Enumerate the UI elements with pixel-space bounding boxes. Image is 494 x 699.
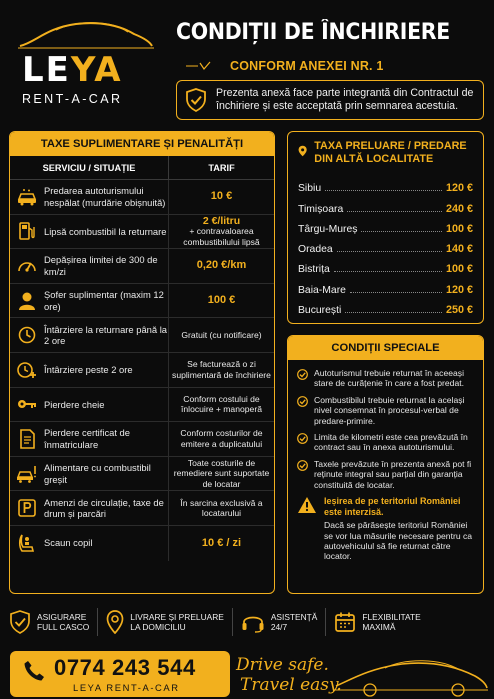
warning-text: Dacă se părăsește teritoriul României se vor lua măsurile necesare pentru ca autovehiculul să fie returnat către locator. <box>324 520 473 562</box>
check-circle-icon <box>297 460 308 471</box>
page-title: CONDIȚII DE ÎNCHIRIERE <box>176 20 450 45</box>
condition-text: Taxele prevăzute în prezenta anexă pot fi reținute integral sau parțial din garanția constituită de locatar. <box>314 458 472 490</box>
dot-leader <box>345 312 442 313</box>
headset-icon <box>241 611 265 633</box>
fee-price: Conform costurilor de emitere a duplicatului <box>180 428 263 449</box>
slogan-line-2: Travel easy. <box>240 675 342 695</box>
condition-text: Combustibilul trebuie returnat la același nivel consemnat în procesul-verbal de predare-primire. <box>314 394 465 426</box>
city-name: Târgu-Mureș <box>298 223 358 235</box>
city-name: Sibiu <box>298 183 322 195</box>
city-price: 250 € <box>445 304 473 317</box>
wrong-fuel-icon <box>16 465 38 483</box>
check-circle-icon <box>297 396 308 407</box>
table-row <box>10 249 274 284</box>
feature-item <box>334 611 420 633</box>
special-conditions-panel <box>287 335 484 594</box>
table-row <box>10 180 274 215</box>
table-row <box>10 215 274 250</box>
logo-tagline: RENT-A-CAR <box>22 92 123 106</box>
city-price: 120 € <box>445 283 473 296</box>
fee-label: Amenzi de circulație, taxe de drum și parcări <box>44 491 169 525</box>
notice-text: Prezenta anexă face parte integrantă din Contractul de închiriere și este acceptată prin semnarea acestuia. <box>216 87 474 112</box>
list-item <box>298 275 473 295</box>
shield-check-icon <box>9 610 31 634</box>
check-circle-icon <box>297 433 308 444</box>
fee-price-extra: + contravaloarea combustibilului lipsă <box>183 226 260 247</box>
transfer-title: TAXA PRELUARE / PREDARE DIN ALTĂ LOCALITATE <box>314 140 467 165</box>
city-name: Baia-Mare <box>298 284 346 296</box>
fee-price: Toate costurile de remediere sunt suportate de locatar <box>173 457 270 489</box>
brand-logo <box>10 12 160 107</box>
feature-line1: ASIGURARE <box>37 611 87 622</box>
city-name: Oradea <box>298 244 333 256</box>
clock-plus-icon <box>17 361 37 379</box>
phone-brand: LEYA RENT-A-CAR <box>73 682 180 693</box>
dot-leader <box>334 271 442 272</box>
fees-title: TAXE SUPLIMENTARE ȘI PENALITĂȚI <box>10 132 274 156</box>
dot-leader <box>347 211 442 212</box>
location-pin-icon <box>298 141 307 161</box>
dot-leader <box>337 251 442 252</box>
fee-label: Depășirea limitei de 300 de km/zi <box>44 249 169 283</box>
city-name: Bistrița <box>298 264 330 276</box>
table-row <box>10 526 274 561</box>
signature-deco-icon <box>186 60 220 72</box>
feature-line2: LA DOMICILIU <box>130 622 186 632</box>
table-row <box>10 491 274 526</box>
fee-price: 100 € <box>207 294 236 307</box>
parking-icon <box>18 499 36 517</box>
fee-label: Întârziere la returnare până la 2 ore <box>44 318 169 352</box>
table-row <box>10 318 274 353</box>
subtitle-row <box>186 57 384 75</box>
city-price: 140 € <box>445 243 473 256</box>
city-name: Timișoara <box>298 203 344 215</box>
table-row <box>10 353 274 388</box>
fee-label: Pierdere certificat de înmatriculare <box>44 422 169 456</box>
list-item <box>298 174 473 194</box>
feature-item <box>9 610 89 634</box>
list-item <box>298 296 473 316</box>
shield-check-icon <box>185 88 207 112</box>
list-item <box>298 235 473 255</box>
feature-line1: ASISTENȚĂ <box>270 611 318 622</box>
fee-price: 0,20 €/km <box>196 259 247 272</box>
warning-box <box>297 496 476 562</box>
city-price: 120 € <box>445 182 473 195</box>
speedometer-icon <box>17 257 37 275</box>
table-row <box>10 388 274 423</box>
city-name: București <box>298 305 342 317</box>
feature-item <box>241 611 318 633</box>
fee-price: Se facturează o zi suplimentară de închiriere <box>172 359 271 380</box>
notice-box <box>176 80 484 120</box>
page-subtitle: CONFORM ANEXEI NR. 1 <box>230 59 384 73</box>
dot-leader <box>361 231 441 232</box>
fee-price <box>169 216 274 248</box>
fuel-pump-icon <box>18 221 36 241</box>
fee-price: 10 € / zi <box>201 536 242 549</box>
feature-line2: MAXIMĂ <box>362 622 396 632</box>
feature-line1: LIVRARE ȘI PRELUARE <box>130 611 224 622</box>
calendar-icon <box>334 611 356 633</box>
phone-icon <box>22 659 46 683</box>
transfer-panel <box>287 131 484 324</box>
list-item <box>297 432 476 453</box>
special-list <box>288 360 483 562</box>
key-icon <box>17 397 37 411</box>
list-item <box>298 255 473 275</box>
location-pin-icon <box>106 610 124 634</box>
fee-label: Șofer suplimentar (maxim 12 ore) <box>44 284 169 318</box>
clock-icon <box>18 326 36 344</box>
list-item <box>298 194 473 214</box>
fee-label: Alimentare cu combustibil greșit <box>44 457 169 491</box>
dot-leader <box>350 292 442 293</box>
document-icon <box>19 429 35 449</box>
table-row <box>10 457 274 492</box>
table-row <box>10 422 274 457</box>
fee-label: Pierdere cheie <box>44 388 169 422</box>
fee-price: 10 € <box>210 190 233 203</box>
col-service-header: SERVICIU / SITUAȚIE <box>10 156 169 179</box>
car-outline-icon <box>330 646 490 698</box>
fee-price: În sarcina exclusivă a locatarului <box>180 497 263 519</box>
driver-icon <box>18 291 36 311</box>
fee-price: Gratuit (cu notificare) <box>181 329 262 340</box>
phone-contact[interactable] <box>10 651 230 697</box>
special-title: CONDIȚII SPECIALE <box>288 336 483 360</box>
phone-number[interactable]: 0774 243 544 <box>54 655 196 680</box>
divider <box>232 608 233 636</box>
fee-label: Scaun copil <box>44 526 169 561</box>
warning-title: Ieșirea de pe teritoriul României este interzisă. <box>324 496 461 517</box>
city-price: 100 € <box>445 222 473 235</box>
warning-icon <box>297 496 317 514</box>
fee-label: Lipsă combustibil la returnare <box>44 215 169 249</box>
feature-line2: 24/7 <box>270 622 288 632</box>
fee-price-main: 2 €/litru <box>202 214 241 227</box>
transfer-header <box>298 140 473 166</box>
feature-line2: FULL CASCO <box>37 622 90 632</box>
city-price: 100 € <box>445 263 473 276</box>
features-bar <box>9 603 484 641</box>
table-row <box>10 284 274 319</box>
divider <box>325 608 326 636</box>
feature-item <box>106 610 224 634</box>
list-item <box>297 368 476 389</box>
fees-table-header <box>10 156 274 180</box>
list-item <box>297 459 476 490</box>
slogan-line-1: Drive safe. <box>236 655 329 675</box>
condition-text: Autoturismul trebuie returnat în aceeași stare de curățenie în care a fost predat. <box>314 368 465 389</box>
fee-price: Conform costului de înlocuire + manoperă <box>181 393 262 415</box>
fees-panel <box>9 131 275 594</box>
car-silhouette-icon <box>16 12 156 52</box>
check-circle-icon <box>297 369 308 380</box>
feature-line1: FLEXIBILITATE <box>362 611 421 622</box>
col-price-header: TARIF <box>208 163 235 173</box>
child-seat-icon <box>18 533 36 553</box>
city-price: 240 € <box>445 202 473 215</box>
divider <box>97 608 98 636</box>
fee-label: Întârziere peste 2 ore <box>44 353 169 387</box>
dot-leader <box>325 190 442 191</box>
fee-label: Predarea autoturismului nespălat (murdărie obișnuită) <box>44 180 169 214</box>
logo-wordmark: LEYA <box>22 50 123 90</box>
dirty-car-icon <box>16 188 38 206</box>
list-item <box>298 215 473 235</box>
condition-text: Limita de kilometri este cea prevăzută în contract sau în anexa autoturismului. <box>314 432 468 453</box>
list-item <box>297 395 476 426</box>
